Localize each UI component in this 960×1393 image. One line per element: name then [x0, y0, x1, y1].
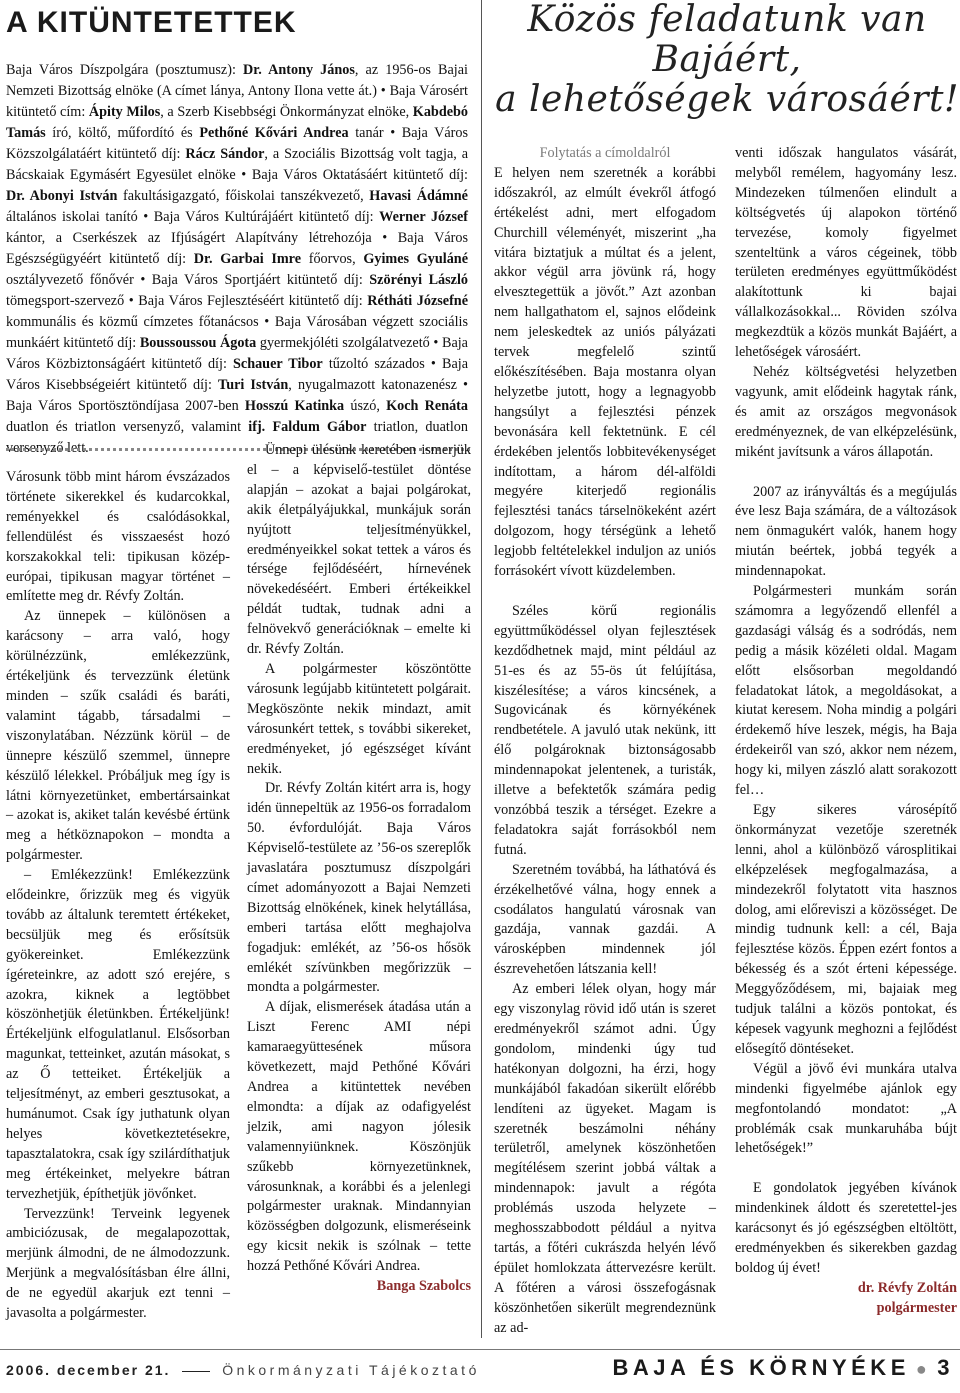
award-text: , a Szociális Bizottság volt tagja, a Bácskaiak Egymásért Egyesület elnöke • Baja Város Oktatásáért kitüntető díj:	[6, 146, 468, 183]
col4-paragraph: Nehéz költségvetési helyzetben vagyunk, amit elődeink hagytak ránk, és amit az országos megvonások eredményeznek, de van elképzelésünk, miként javítsunk a város állapotán.	[735, 363, 957, 460]
award-text: osztályvezető főnővér • Baja Város Sportjáért kitüntető díj:	[6, 272, 370, 288]
award-text: tűzoltó százados • Baja Város Kisebbségeiért kitüntető díj:	[6, 356, 468, 393]
awardee-name: Kabdebó Tamás	[6, 104, 468, 141]
awardee-name: Rétháti Józsefné	[367, 293, 468, 309]
awards-list-text	[6, 60, 468, 459]
award-text: főorvos,	[301, 251, 364, 267]
award-text: tanár • Baja Város Közszolgálatáért kitüntető díj:	[6, 125, 468, 162]
award-text: kommunális és közmű címzetes főtanácsos • Baja Városában végzett szociális munkáért kitüntető díj:	[6, 314, 468, 351]
award-text: , a Szerb Kisebbségi Önkormányzat elnöke,	[160, 104, 413, 120]
award-text: gyermekjóléti szolgálatvezető • Baja Város Közbiztonságáért kitüntető díj:	[6, 335, 468, 372]
col2-paragraph: Dr. Révfy Zoltán kitért arra is, hogy idén ünnepeltük az 1956-os forradalom 50. évfordulóját. Baja Város Képviselő-testülete az ’56-os szereplők javaslatára posztumusz díszpolgári címet adományozott a Bajai Nemzeti Bizottság elnökének, kinek helytállása, emberi tartása előtt meghajolva fogadjuk: emlékét, az ’56-os hősök emlékét szívünkben megőrizzük – mondta a polgármester.	[247, 780, 471, 996]
footer-dash	[182, 1371, 210, 1372]
col1-paragraph: Városunk több mint három évszázados története sikerekkel és kudarcokkal, reményekkel és csalódásokkal, fellendülést és visszaesést hozó korszakokkal teli: tipikusan közép-európai, tipikusan magyar történet – említette meg dr. Révfy Zoltán.	[6, 469, 230, 605]
title-line-3: a lehetőségek városáért!	[495, 79, 959, 120]
issue-date: 2006. december 21.	[6, 1362, 171, 1378]
awardee-name: Turi István	[218, 377, 289, 393]
awardee-name: Dr. Garbai Imre	[193, 251, 302, 267]
col3-paragraph: Az emberi lélek olyan, hogy már egy viszonylag rövid idő után is szeret eredményekről számot adni. Úgy gondolom, mindenki úgy tud hatékonyan dolgozni, ha érzi, hogy munkájából fakadóan sikerült előrébb lendíteni az ügyeket. Magam is szeretnék beszámolni néhány területről, amelynek köszönhetően megítélésem szerint jobbá váltak a mindennapok: javult a régóta problémás uszoda helyzete – meghosszabbodott például a nyitva tartás, a főtéri cukrászda helyén lévő épület homlokzata áttervezésre került. A főtéren a városi összefogásnak köszönhetően sikerült megrendeznünk az ad-	[494, 981, 716, 1336]
signature-title: polgármester	[876, 1299, 957, 1316]
article-column-2	[247, 441, 471, 1297]
col2-paragraph: A polgármester köszöntötte városunk legújabb kitüntetett polgárait. Megköszönte nekik mindazt, amit városunkért tettek, s további sikereket, eredményeket, jó egészséget kívánt nekik.	[247, 660, 471, 777]
awardee-name: Ápity Milos	[88, 104, 161, 120]
awardee-name: Rácz Sándor	[185, 146, 265, 162]
page-number: 3	[937, 1355, 954, 1380]
awardee-name: Pethőné Kővári Andrea	[199, 125, 349, 141]
footer-brand	[613, 1355, 954, 1381]
publication-name: Önkormányzati Tájékoztató	[222, 1362, 480, 1378]
col3-paragraph: Szeretném továbbá, ha láthatóvá és érzékelhetővé válna, hogy ennek a csodálatos hangulatú városnak van gazdája, vannak gazdái. A városképben mindennek jól észrevehetően látszania kell!	[494, 861, 716, 978]
awardee-name: ifj. Faldum Gábor	[248, 419, 367, 435]
awardee-name: Koch Renáta	[386, 398, 468, 414]
article-title	[494, 0, 960, 120]
awardee-name: Dr. Antony János	[243, 62, 355, 78]
awardee-name: Dr. Abonyi István	[6, 188, 118, 204]
column-divider	[481, 0, 482, 1338]
col4-paragraph: 2007 az irányváltás és a megújulás éve lesz Baja számára, de a változások nem önmagukért valók, hanem hogy miután beértek, jobbá tegyék a mindennapokat.	[735, 483, 957, 580]
bullet-icon: ●	[915, 1359, 932, 1379]
award-text: úszó,	[344, 398, 387, 414]
brand-name: BAJA ÉS KÖRNYÉKE	[612, 1355, 910, 1380]
article-column-3	[494, 144, 716, 1338]
awardee-name: Boussoussou Ágota	[139, 335, 257, 351]
article-column-4	[735, 144, 957, 1319]
award-text: író, költő, műfordító és	[45, 125, 200, 141]
award-text: duatlon és triatlon versenyző, valamint	[6, 419, 249, 435]
award-text: triatlon, duatlon versenyző lett.	[6, 419, 468, 456]
col2-paragraph: A díjak, elismerések átadása után a Liszt Ferenc AMI népi kamaraegyüttesének műsora következett, majd Pethőné Kővári Andrea a kitüntettek nevében elmondta: a díjak az odafigyelést jelzik, ami nagyon jólesik valamennyiünknek. Köszönjük szűkebb környezetünknek, városunknak, a korábbi és a jelenlegi polgármester uraknak. Mindannyian közösségben dolgozunk, elismeréseink egy kicsit nekik is szólnak – tette hozzá Pethőné Kővári Andrea.	[247, 999, 471, 1275]
col1-paragraph: Az ünnepek – különösen a karácsony – arra való, hogy körülnézzünk, emlékezzünk, értékeljünk és tervezzünk életünk minden – szűk családi és baráti, valamint tágabb, társadalmi – viszonylatában. Nézzünk körül – de ünnepre készülő szemmel, ünnepre készülő lélekkel. Próbáljuk meg így is látni környezetünket, embertársainkat – azokat is, akiket talán kevésbé értünk meg a hétköznapokon – mondta a polgármester.	[6, 608, 230, 864]
awardee-name: Werner József	[379, 209, 468, 225]
signature-name: dr. Révfy Zoltán	[857, 1279, 957, 1296]
footer-rule	[0, 1349, 960, 1350]
col1-paragraph: – Emlékezzünk! Emlékezzünk elődeinkre, őrizzük meg és vigyük tovább az általunk teremtett értékeket, becsüljük meg és erősítsük gyökereinket. Emlékezzünk ígéreteinkre, az adott szó erejére, s azokra, kiknek a legtöbbet köszönhetjük életünkben. Értékeljünk! Értékeljünk elfogulatlanul. Elsősorban magunkat, tetteinket, azután másokat, s az Ő tetteiket. Értékeljük a teljesítményt, az emberi gesztusokat, a humánumot. Csak így juthatunk olyan helyes következtetésekre, tapasztalatokra, csak így szilárdíthatjuk meg értékeinket, melyekre bátran tervezhetjük, építhetjük jövőnket.	[6, 867, 230, 1202]
col3-paragraph: Széles körű regionális együttműködéssel olyan fejlesztések kezdődhetnek majd, mint például az 51-es és az 55-ös út felújítása, kiszélesítése; a város kincsének, a Sugovicának és környékének rendbetétele. A javuló utak nekünk, itt élő polgároknak biztonságosabb mindennapokat jelentenek, a turisták, illetve a befektetők számára pedig vonzóbbá teszik a térséget. Ezekre a feladatokra saját forrásokból nem futná.	[494, 602, 716, 858]
col4-paragraph: E gondolatok jegyében kívánok mindenkinek áldott és szeretettel-jes karácsonyt és jó egészségben eltöltött, eredményekben és sikerekben gazdag boldog új évet!	[735, 1180, 957, 1276]
article-column-1	[6, 468, 230, 1324]
title-line-2: Bajáért,	[652, 39, 802, 80]
col3-paragraph: E helyen nem szeretnék a korábbi időszakról, az elmúlt évekről átfogó értékelést adni, mert elfogadom Churchill véleményét, miszerint „ha vitára biztatjuk a múltat és a jelent, akkor végül arra jövünk rá, hogy elvesztegettük a jövőt.” Azt azonban nem hallgathatom el, sajnos elődeink nem jeleskedtek az uniós pályázati tervek megfelelő szintű előkészítésében. Baja mostanra olyan helyzetbe jutott, hogy a legnagyobb hangsúlyt a fejlesztési pénzek bevonására kell fektetnünk. E cél érdekében jelentős lobbitevékenységet indítottam, a három dél-alföldi megyére kiterjedő regionális fejlesztési tanács társelnökeként azért dolgozom, hogy térségünk a lehető legjobb feltételekkel induljon az uniós forrásokért vívott küzdelemben.	[494, 164, 716, 580]
title-line-1: Közös feladatunk van	[527, 0, 927, 40]
award-text: , nyugalmazott katonazenész • Baja Város Sportösztöndíjasa 2007-ben	[6, 377, 469, 414]
footer-info	[6, 1362, 480, 1378]
col4-paragraph: venti időszak hangulatos vásárát, melyből remélem, hagyomány lesz. Mindezeken túlmenően elindult a költségvetés új alapokon történő tervezése, komoly figyelmet szenteltünk a város cégeinek, több területen eredményes együttműködést alakítottunk ki bajai vállalkozásokkal... Röviden szólva megkezdtük a közös munkát Bajáért, a lehetőségek városáért.	[735, 145, 957, 361]
award-text: fakultásigazgató, főiskolai tanszékvezető,	[117, 188, 370, 204]
award-text: , az 1956-os Bajai Nemzeti Bizottság elnöke (A címet lánya, Antony Ilona vette át.) • Baja Városért kitüntető cím:	[6, 62, 468, 120]
col4-paragraph: Végül a jövő évi munkára utalva mindenki figyelmébe ajánlok egy megfontolandó mondatot: „A problémák csak munkaruhába bújt lehetőségek!”	[735, 1060, 957, 1157]
awardee-name: Gyimes Gyuláné	[363, 251, 468, 267]
col4-paragraph: Egy sikeres városépítő önkormányzat vezetője szeretnék lenni, ahol a különböző városplitikai elképzelések megfogalmazása, a mindezekről folytatott vita hasznos dolog, ami előreviszi a közösséget. De mindig tudnunk kell: a cél, Baja fejlesztése közös. Éppen ezért fontos a békesség és a szót érteni képessége. Meggyőződésem, mi, bajaiak meg tudjuk találni a közös pontokat, és képesek vagyunk meghozni a fejlődést elősegítő döntéseket.	[735, 802, 957, 1057]
awards-heading: A KITÜNTETETTEK	[6, 6, 297, 39]
award-text: általános iskolai tanító • Baja Város Kultúrájáért kitüntető díj:	[6, 209, 380, 225]
article-author: Banga Szabolcs	[376, 1278, 471, 1295]
award-text: tömegsport-szervező • Baja Város Fejlesztéséért kitüntető díj:	[6, 293, 368, 309]
col4-paragraph: Polgármesteri munkám során számomra a legyőzendő ellenfél a gazdasági válság és a sodródás, nem pedig a másik közéleti oldal. Magam előtt elsősorban megoldandó feladatokat látok, a megoldásokat, a kiutat keresem. Noha mindig a polgári érdekemő híve leszek, mégis, ha Baja érdekeiről van szó, akkor nem nézem, hogy ki, milyen zászló alatt sorakozott fel…	[735, 583, 957, 799]
col2-paragraph: Ünnepi ülésünk keretében ismerjük el – a képviselő-testület döntése alapján – azokat a bajai polgárokat, akik életpályájukkal, munkájuk során nyújtott teljesítményükkel, eredményeikkel sokat tettek a város és térsége fejlődéséért, hírnevének növekedéséért. Emberi értékeikkel példát tudtak, tudnak adni a felnövekvő generációknak – emelte ki dr. Révfy Zoltán.	[247, 442, 471, 658]
awardee-name: Schauer Tibor	[233, 356, 323, 372]
awardee-name: Hosszú Katinka	[244, 398, 345, 414]
continued-label: Folytatás a címoldalról	[539, 145, 671, 161]
col1-paragraph: Tervezzünk! Terveink legyenek ambiciózusak, de megalapozottak, merjünk álmodni, de ne álmodozzunk. Merjünk a megvalósításban élre állni, de ne egyedül akarjuk ezt tenni – javasolta a polgármester.	[6, 1205, 230, 1322]
award-text: Baja Város Díszpolgára (posztumusz):	[6, 62, 243, 78]
awardee-name: Havasi Ádámné	[369, 188, 468, 204]
award-text: kántor, a Cserkészek az Ifjúságért Alapítvány létrehozója • Baja Város Egészségügyéért kitüntető díj:	[6, 230, 468, 267]
awardee-name: Szörényi László	[369, 272, 468, 288]
